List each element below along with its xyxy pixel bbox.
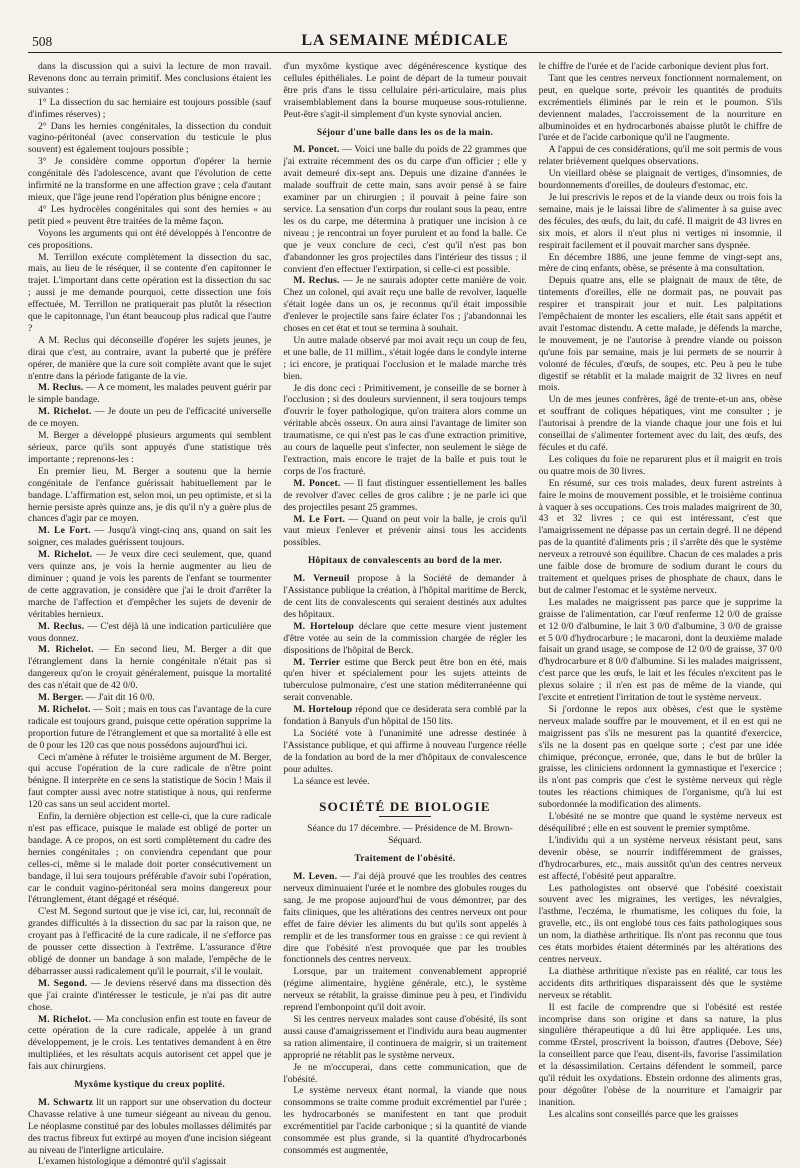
speech-text: — En second lieu, M. Berger a dit que l'étranglement dans la hernie congénitale n'était pas si dangereux qu'on le croyait généralement, puisque la mortalité des cas n'était que de 42 0/0. [28, 644, 272, 692]
speech-text: — Je doute un peu de l'efficacité universelle de ce moyen. [28, 406, 272, 430]
dialogue-paragraph [283, 621, 526, 657]
speaker-name: M. Reclus. [293, 275, 340, 287]
section-heading: Séjour d'une balle dans les os de la main. [316, 127, 494, 138]
paragraph: dans la discussion qui a suivi la lecture de mon travail. Revenons donc au terrain primitif. Mes conclusions étaient les suivantes : [28, 61, 272, 96]
speaker-name: M. Segond. [38, 977, 88, 989]
speech-text: — Je veux dire ceci seulement, que, quand vers quinze ans, je vois la hernie augmenter au lieu de diminuer ; quand je vois les parents de l'enfant se tourmenter de cette aggravation, je considère que j'ai le droit d'arrêter la marche de l'affection et d'empêcher les sujets de devenir de véritables hernieux. [28, 549, 272, 620]
paragraph: L'individu qui a un système nerveux résistant peut, sans devenir obèse, se nourrir indifféremment de graisses, d'hydrocarbures, etc., mais aussitôt qu'un des centres nerveux est affecté, l'obésité peut apparaître. [538, 834, 782, 882]
paragraph: La Société vote à l'unanimité une adresse destinée à l'Assistance publique, et qui affirme à nouveau l'urgence réelle de la fondation au bord de la mer d'hôpitaux de convalescence pour adultes. [283, 727, 527, 775]
paragraph: Je lui prescrivis le repos et de la viande deux ou trois fois la semaine, mais je le laissai libre de s'alimenter à sa guise avec des fécules, des œufs, du lait, du café. Il maigrit de 43 livres en six mois, et alors il n'eut plus ni vertiges ni insomnie, il respirait facilement et il pouvait marcher sans dyspnée. [538, 191, 782, 251]
dialogue-paragraph [283, 657, 526, 705]
paragraph: Depuis quatre ans, elle se plaignait de maux de tête, de tintements d'oreilles, elle ne dormait pas, ne pouvait pas respirer et transpirait jour et nuit. Les palpitations l'empêchaient de monter les escaliers, elle était sans appétit et avait l'estomac distendu. A cette malade, je défends la marche, le mouvement, je ne l'autorise à prendre viande ou poisson qu'une fois par semaine, mais je lui permets de se nourrir à volonté de fécules, d'œufs, de soupes, etc. Peu à peu le tube digestif se rétablit et la malade maigrit de 32 livres en neuf mois. [538, 275, 782, 394]
paragraph: La diathèse arthritique n'existe pas en réalité, car tous les accidents dits arthritiques disparaissent dès que le système nerveux se rétablit. [538, 965, 782, 1001]
speaker-name: M. Poncet. [293, 144, 340, 156]
speech-text: déclare que cette mesure vient justement d'être votée au sein de la commission chargée de régler les dispositions de l'hôpital de Berck. [283, 620, 527, 656]
paragraph: Ceci m'amène à réfuter le troisième argument de M. Berger, qui accuse l'opération de la cure radicale de n'être point bénigne. Il interprète en ce sens la statistique de Socin ! Mais il faut compter aussi avec notre statistique à nous, qui renferme 120 cas sans un seul accident mortel. [28, 751, 272, 811]
dialogue-paragraph [283, 275, 526, 335]
dialogue-paragraph [28, 406, 271, 430]
dialogue-paragraph [28, 978, 271, 1014]
paragraph: L'obésité ne se montre que quand le système nerveux est déséquilibré ; elle en est souvent le premier symptôme. [538, 811, 782, 834]
speech-text: — Voici une balle du poids de 22 grammes que j'ai extraite récemment des os du carpe d'un officier ; elle y avait demeuré dix-sept ans. Depuis une dizaine d'années le malade souffrait de cette main, sans avoir pensé à se faire examiner par un chirurgien ; il pouvait à peine faire son service. La sensation d'un corps dur roulant sous la peau, entre les os du carpe, me détermina à pratiquer une incision à ce niveau ; je rencontrai un foyer purulent et au fond la balle. Ce que je veux conclure de ceci, c'est qu'il n'est pas bon d'abandonner les gros projectiles dans l'intérieur des tissus ; il convient d'en effectuer l'extirpation, si celle-ci est possible. [283, 144, 527, 275]
paragraph: L'examen histologique a démontré qu'il s'agissait [38, 1156, 227, 1168]
speech-text: répond que ce desiderata sera comblé par la fondation à Banyuls d'un hôpital de 150 lits. [283, 704, 527, 728]
dialogue-paragraph [283, 478, 526, 514]
paragraph: Lorsque, par un traitement convenablement approprié (régime alimentaire, hygiène générale, etc.), le système nerveux se rétablit, la graisse diminue peu à peu, et l'individu reprend l'embonpoint qu'il doit avoir. [283, 966, 527, 1014]
speaker-name: M. Horteloup [293, 620, 355, 632]
paragraph: Si les centres nerveux malades sont cause d'obésité, ils sont aussi cause d'amaigrissement et l'individu aura beau augmenter sa ration alimentaire, il continuera de maigrir, si un traitement approprié ne rétablit pas le système nerveux. [283, 1013, 527, 1061]
dialogue-paragraph [28, 692, 271, 704]
paragraph: le chiffre de l'urée et de l'acide carbonique devient plus fort. [538, 61, 769, 72]
list-item: 3° Je considère comme opportun d'opérer la hernie congénitale dès l'adolescence, avant que l'évolution de cette infirmité ne la transforme en une affection grave ; cela d'autant mieux, que l'âge jeune rend l'opération plus bénigne encore ; [28, 156, 272, 203]
paragraph: Les coliques du foie ne reparurent plus et il maigrit en trois ou quatre mois de 30 livres. [538, 453, 782, 477]
paragraph: Un vieillard obèse se plaignait de vertiges, d'insomnies, de bourdonnements d'oreilles, de douleurs d'estomac, etc. [538, 168, 782, 192]
list-item: 4° Les hydrocèles congénitales qui sont des hernies « au petit pied » peuvent être traitées de la même façon. [28, 203, 272, 227]
paragraph: Je ne m'occuperai, dans cette communication, que de l'obésité. [283, 1061, 527, 1085]
paragraph: Les alcalins sont conseillés parce que les graisses [548, 1108, 739, 1120]
paragraph: Tant que les centres nerveux fonctionnent normalement, on peut, en quelque sorte, prévoir les quantités de produits excrémentiels éliminés par le rein et le poumon. S'ils deviennent malades, l'accroissement de la nourriture en albuminoïdes et en hydrocarbonés abaisse plutôt le chiffre de l'urée et de l'acide carbonique qu'il ne l'augmente. [538, 72, 782, 144]
speaker-name: M. Berger. [38, 692, 84, 704]
dialogue-paragraph [28, 382, 271, 406]
paragraph: M. Terrillon exécute complètement la dissection du sac, mais, au lieu de le réséquer, il se contente d'en capitonner le trajet. L'important dans cette opération est la dissection du sac ; aussi je me demande pourquoi, cette dissection une fois effectuée, M. Terrillon ne pratiquerait pas plutôt la résection que le capitonnage, l'un étant beaucoup plus radical que l'autre ? [28, 251, 272, 334]
speech-text: lit un rapport sur une observation du docteur Chavasse relative à une tumeur siégeant au niveau du genou. Le néoplasme constitué par des lobules mollasses délimités par des tractus fibreux fut extirpé au moyen d'une incision siégeant au niveau de l'interligne articulaire. [28, 1096, 272, 1156]
speech-text: — Soit ; mais en tous cas l'avantage de la cure radicale est toujours grand, puisque cette opération supprime la proportion future de l'étranglement et que sa mortalité à elle est de 0 pour les 120 cas que nous possédons aujourd'hui ici. [28, 703, 272, 751]
dialogue-paragraph [283, 514, 526, 550]
column-2 [283, 61, 527, 1156]
speech-text: propose à la Société de demander à l'Assistance publique la création, à l'hôpital maritime de Berck, de cent lits de convalescents qui seraient destinés aux adultes des hôpitaux. [283, 573, 527, 620]
speaker-name: M. Richelot. [38, 1013, 92, 1025]
text-columns [28, 61, 782, 1168]
paragraph: Les malades ne maigrissent pas parce que je supprime la graisse de l'alimentation, car l'œuf renferme 12 0/0 de graisse et 12 0/0 d'albumine, le lait 3 0/0 d'albumine, 3 0/0 de graisse et 5 0/0 d'hydrocarbure ; le macaroni, dont la deuxième malade faisait un grand usage, se compose de 12 0/0 de graisse, 37 0/0 d'hydrocarbure et 8 0/0 d'albumine. Si les malades maigrissent, c'est parce que les œufs, le lait et les fécules n'excitent pas le plexus solaire ; il n'en est pas de même de la viande, qui l'excite et entretient l'irritation de tout le système nerveux. [538, 596, 782, 704]
dialogue-paragraph [283, 144, 526, 275]
list-item: 2° Dans les hernies congénitales, la dissection du conduit vagino-péritonéal (avec conservation du testicule le plus souvent) est également toujours possible ; [28, 120, 272, 156]
speech-text: — J'ait dit 16 0/0. [83, 692, 155, 704]
paragraph: Un autre malade observé par moi avait reçu un coup de feu, et une balle, de 11 millim., s'était logée dans le condyle interne ; ici encore, je pratiquai l'occlusion et le malade marche très bien. [283, 334, 527, 382]
paragraph: Si j'ordonne le repos aux obèses, c'est que le système nerveux malade souffre par le mouvement, et il en est qui ne maigrissent pas s'ils ne mesurent pas la quantité d'exercice, s'ils ne la dosent pas en quelque sorte ; c'est par une idée chimique, préconçue, erronée, que, dans le but de brûler la graisse, les cliniciens ordonnent la gymnastique et l'exercice ; ils n'ont pas compris que c'est le système nerveux qui règle toutes les réactions chimiques de l'organisme, qu'à lui est subordonnée la modification des aliments. [538, 703, 782, 811]
page-number: 508 [32, 34, 53, 49]
speaker-name: M. Richelot. [38, 549, 93, 561]
dialogue-paragraph [28, 621, 271, 645]
paragraph: Un de mes jeunes confrères, âgé de trente-et-un ans, obèse et souffrant de coliques hépatiques, vint me consulter ; je l'autorisai à prendre de la viande chaque jour une fois et lui conseillai de s'alimenter fortement avec du lait, des œufs, des fécules et du café. [538, 394, 782, 453]
paragraph: d'un myxôme kystique avec dégénérescence kystique des cellules épithéliales. Le point de départ de la tumeur pouvait être pris d'ans le tissu cellulaire péri-articulaire, mais plus vraisemblablement dans la bourse muqueuse sous-rotulienne. Peut-être s'agit-il simplement d'un kyste synovial ancien. [283, 61, 527, 120]
paragraph: Il est facile de comprendre que si l'obésité est restée incomprise dans son origine et dans sa nature, la plus singulière thérapeutique a dû lui être appliquée. Les uns, comme Œrstel, proscrivent la boisson, d'autres (Debove, Sée) la conseillent parce que l'eau, disent-ils, favorise l'assimilation et la désassimilation. Certains défendent le sommeil, parce qu'il réduit les oxydations. Ebstein ordonne des aliments gras, pour dégoûter l'obèse de la nourriture et l'amaigrir par inanition. [538, 1001, 782, 1108]
paragraph: Le système nerveux étant normal, la viande que nous consommons se traite comme produit excrémentiel par l'urée ; les hydrocarbonés se manifestent en tant que produit excrémentitiel par l'acide carbonique ; si la quantité de viande consommée est plus grande, si la quantité d'hydrocarbonés consommés est augmentée, [283, 1085, 527, 1156]
speaker-name: M. Schwartz [38, 1096, 94, 1108]
speech-text: — Je ne saurais adopter cette manière de voir. Chez un colonel, qui avait reçu une balle de revolver, laquelle s'était logée dans un os, je reconnus qu'il était impossible d'enlever le projectile sans faire éclater l'os ; j'abandonnai les choses en cet état et tout se termina à souhait. [283, 275, 527, 335]
section-heading: Traitement de l'obésité. [354, 854, 456, 865]
society-title: SOCIÉTÉ DE BIOLOGIE [319, 799, 491, 815]
paragraph: Voyons les arguments qui ont été développés à l'encontre de ces propositions. [28, 227, 272, 251]
dialogue-paragraph [28, 644, 271, 692]
paragraph: La séance est levée. [293, 775, 370, 787]
speaker-name: M. Richelot. [38, 644, 94, 656]
speaker-name: M. Reclus. [38, 382, 84, 394]
paragraph: A l'appui de ces considérations, qu'il me soit permis de vous relater brièvement quelques observations. [538, 144, 782, 168]
speech-text: — Il faut distinguer essentiellement les balles de revolver d'avec celles de gros calibre ; je ne parle ici que des projectiles pesant 25 grammes. [283, 477, 527, 513]
speaker-name: M. Verneuil [293, 573, 350, 585]
speech-text: — Quand on peut voir la balle, je crois qu'il vaut mieux l'enlever et prévenir ainsi tous les accidents possibles. [283, 513, 527, 549]
speaker-name: M. Reclus. [38, 620, 85, 632]
dialogue-paragraph [28, 1014, 271, 1074]
speech-text: estime que Berck peut être bon en été, mais qu'en hiver et spécialement pour les sujets atteints de tuberculose pulmonaire, c'est une station méditerranéenne qui serait convenable. [283, 656, 527, 704]
paragraph: En premier lieu, M. Berger a soutenu que la hernie congénitale de l'enfance guérissait habituellement par le bandage. L'affirmation est, selon moi, un peu optimiste, et si la hernie persiste après quinze ans, je dis qu'il n'y a guère plus de chances d'agir par ce moyen. [28, 465, 272, 525]
speaker-name: M. Richelot. [38, 406, 92, 418]
paragraph: En décembre 1886, une jeune femme de vingt-sept ans, mère de cinq enfants, obèse, se présente à ma consultation. [538, 251, 782, 275]
speech-text: — Je deviens réservé dans ma dissection dès que j'ai crainte d'intéresser le testicule, je n'ai pas dit autre chose. [28, 977, 272, 1013]
paragraph: Enfin, la dernière objection est celle-ci, que la cure radicale n'est pas efficace, puisque le malade est obligé de porter un bandage. A ce propos, on est sorti complètement du cadre des hernies congénitales ; on conviendra cependant que pour celles-ci, même si le malade doit porter consécutivement un bandage, il lui sera toujours préférable d'avoir subi l'opération, car le conduit vagino-péritonéal sera moins dangereux pour l'étranglement, étant dégagé et réséqué. [28, 811, 272, 906]
speaker-name: M. Terrier [293, 656, 341, 668]
paragraph: C'est M. Segond surtout que je vise ici, car, lui, reconnaît de grandes difficultés à la dissection du sac par la raison que, ne croyant pas à l'efficacité de la cure radicale, il ne s'efforce pas de pousser cette dissection à l'extrême. L'assurance d'être obligé de donner un bandage à son malade, l'empêche de le débarrasser aussi radicalement qu'il le pourrait, s'il le voulait. [28, 906, 272, 977]
speech-text: — C'est déjà là une indication particulière que vous donnez. [28, 620, 272, 644]
dialogue-paragraph [28, 549, 271, 620]
dialogue-paragraph [28, 704, 271, 752]
section-heading: Myxôme kystique du creux poplité. [74, 1080, 225, 1091]
paragraph: Les pathologistes ont observé que l'obésité coexistait souvent avec les migraines, les vertiges, les névralgies, l'asthme, l'eczéma, le rhumatisme, les coliques du foie, la gravelle, etc., ils ont englobé tous ces faits pathologiques sous un nom, la diathèse arthritique. Ils n'ont pas reconnu que tous ces états morbides étaient déterminés par les altérations des centres nerveux. [538, 882, 782, 965]
speaker-name: M. Richelot. [38, 703, 91, 715]
paragraph: Je dis donc ceci : Primitivement, je conseille de se borner à l'occlusion ; si des douleurs surviennent, il sera toujours temps d'ouvrir le foyer pathologique, qu'on traitera alors comme un véritable abcès osseux. On aura ainsi l'avantage de limiter son traumatisme, ce qui n'est pas le cas d'une extraction primitive, au cours de laquelle peut s'infecter, non seulement le siège de l'extraction, mais encore le trajet de la balle et puis tout le corps de l'os fracturé. [283, 382, 527, 477]
list-item: 1° La dissection du sac herniaire est toujours possible (sauf d'infimes réserves) ; [28, 96, 272, 120]
running-title: LA SEMAINE MÉDICALE [301, 32, 509, 49]
speaker-name: M. Leven. [293, 871, 338, 883]
dialogue-paragraph [283, 704, 526, 728]
dialogue-paragraph [28, 1097, 271, 1157]
speaker-name: M. Le Fort. [38, 525, 91, 537]
section-heading: Hôpitaux de convalescents au bord de la mer. [307, 556, 503, 567]
speech-text: — Ma conclusion enfin est toute en faveur de cette opération de la cure radicale, appelée à un grand développement, je le crois. Les tentatives demandent à en être multipliées, et les résultats acquis autorisent cet appel que je fais aux chirurgiens. [28, 1013, 272, 1073]
speech-text: — J'ai déjà prouvé que les troubles des centres nerveux diminuaient l'urée et le nombre des globules rouges du sang. Je me propose aujourd'hui de vous démontrer, par des faits cliniques, que les altérations des centres nerveux ont pour effet de faire dévier les aliments du but qu'ils sont appelés à remplir et de les transformer tous en graisse : ce qui revient à dire que l'obésité n'est provoquée que par les troubles fonctionnels des centres nerveux. [283, 871, 527, 966]
speaker-name: M. Le Fort. [293, 513, 346, 525]
column-1 [28, 61, 272, 1168]
speech-text: — A ce moment, les malades peuvent guérir par le simple bandage. [28, 382, 272, 406]
speech-text: — Jusqu'à vingt-cinq ans, quand on sait les soigner, ces malades guérissent toujours. [28, 525, 272, 549]
session-line: Séance du 17 décembre. — Présidence de M. Brown-Séquard. [307, 823, 513, 847]
dialogue-paragraph [283, 573, 526, 621]
paragraph: M. Berger a développé plusieurs arguments qui semblent sérieux, parce qu'ils sont appuyés d'une statistique très importante ; reprenons-les : [28, 430, 272, 465]
speaker-name: M. Poncet. [293, 477, 341, 489]
dialogue-paragraph [28, 525, 271, 549]
speaker-name: M. Horteloup [293, 704, 353, 716]
dialogue-paragraph [283, 871, 526, 966]
title-rule [379, 816, 431, 817]
column-3 [538, 61, 782, 1120]
page-header [28, 28, 782, 53]
paragraph: En résumé, sur ces trois malades, deux furent astreints à faire le moins de mouvement possible, et le troisième continua à vaquer à ses occupations. Ces trois malades maigrirent de 30, 43 et 32 livres ; ce qui est intéressant, c'est que l'amaigrissement ne dépasse pas un certain degré. Il ne dépend pas de la quantité d'aliments pris ; il s'arrête dès que le système nerveux a retrouvé son équilibre. Chacun de ces malades a pris une faible dose de bromure de sodium durant le cours du traitement et quelques prises de phosphate de chaux, dans le but de calmer l'estomac et le système nerveux. [538, 477, 782, 596]
paragraph: A M. Reclus qui déconseille d'opérer les sujets jeunes, je dirai que c'est, au contraire, avant la puberté que je préfère opérer, de manière que la cure soit complète avant que le sujet n'entre dans la période fatigante de la vie. [28, 334, 272, 382]
